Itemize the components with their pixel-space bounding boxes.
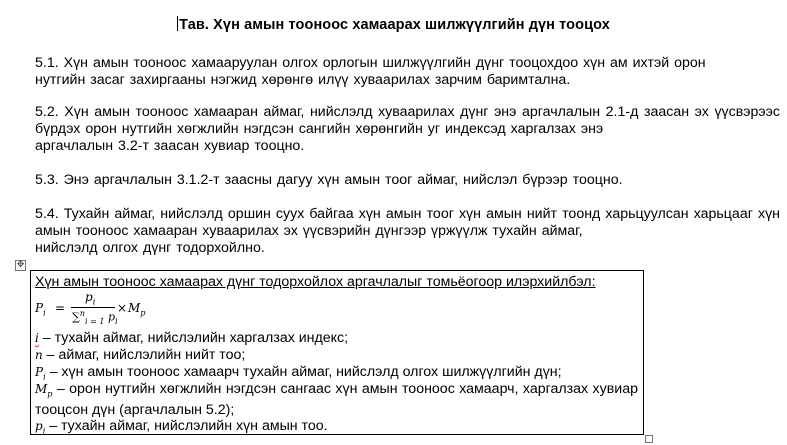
formula-times: × <box>117 301 128 315</box>
paragraph-line: 5.1. Хүн амын тооноос хамааруулан олгох орлогын шилжүүлгийн дүнг тооцохдоо хүн ам ихтэй орон <box>35 55 706 71</box>
definition-i: i – тухайн аймаг, нийслэлийн харгалзах индекс; <box>35 330 349 346</box>
definition-mp: $M_p$ – орон нутгийн хөгжлийн нэгдсэн сангаас хүн амын тооноос хамаарч, харгалзах хувиар тооцсон дүн (аргачлалын 5.2); <box>35 381 638 419</box>
title-text: Тав. Хүн амын тооноос хамаарах шилжүүлгийн дүн тооцох <box>179 17 610 33</box>
formula-heading: Хүн амын тооноос хамаарах дүнг тодорхойлох аргачлалыг томьёогоор илэрхийлбэл: <box>35 274 596 290</box>
paragraph-line: 5.3. Энэ аргачлалын 3.1.2-т заасны дагуу хүн амын тоог аймаг, нийслэл бүрээр тооцно. <box>35 172 623 188</box>
paragraph-line: 5.4. Тухайн аймаг, нийслэлд оршин суух байгаа хүн амын тоог хүн амын нийт тоонд харьцуулсан <box>35 206 689 222</box>
formula-equals: = <box>55 301 66 315</box>
paragraph-line: аргачлалын 3.2-т заасан хувиар тооцно. <box>35 138 305 154</box>
formula-factor: $M_p$ <box>128 301 146 318</box>
paragraph-5-3 <box>35 172 780 189</box>
symbol-p: $p_i$ <box>35 419 46 436</box>
symbol-M: $M_p$ <box>35 382 53 399</box>
definition-p-small: $p_i$ – тухайн аймаг, нийслэлийн хүн амын тоо. <box>35 418 328 436</box>
formula <box>35 290 255 328</box>
fraction-bar <box>71 307 115 308</box>
formula-numerator: $p_i$ <box>85 290 96 307</box>
symbol-P: $P_i$ <box>35 365 46 382</box>
symbol-i: i <box>35 331 39 345</box>
paragraph-line: нутгийн засаг захиргааны нэгжид хөрөнгө илүү хуваарилах зарчим баримтална. <box>35 72 571 88</box>
definition-n: n – аймаг, нийслэлийн нийт тоо; <box>35 347 246 363</box>
paragraph-5-2 <box>35 104 780 155</box>
paragraph-line: үүсвэрээс бүрдэх орон нутгийн хөгжлийн нэгдсэн сангийн хөрөнгийн уг индексэд харгалзах энэ <box>35 104 780 137</box>
formula-denominator: ∑$^n_{i = 1}$ $p_i$ <box>72 309 118 326</box>
paragraph-line: нийслэлд олгох дүнг тодорхойлно. <box>35 240 265 256</box>
definition-pi: $P_i$ – хүн амын тооноос хамаарч тухайн аймаг, нийслэлд олгох шилжүүлгийн дүн; <box>35 364 562 382</box>
paragraph-line: харьцааг хүн амын тооноос хамааран хуваарилах эх үүсвэрийн дүнгээр үржүүлж тухайн аймаг, <box>35 206 780 239</box>
resize-handle[interactable] <box>645 435 653 443</box>
text-cursor <box>177 16 178 31</box>
paragraph-5-4 <box>35 206 780 257</box>
paragraph-5-1 <box>35 55 780 89</box>
paragraph-line: 5.2. Хүн амын тооноос хамааран аймаг, нийслэлд хуваарилах дүнг энэ аргачлалын 2.1-д заасан эх <box>35 104 709 120</box>
symbol-n: n <box>35 348 43 362</box>
formula-lhs: $P_i$ <box>35 301 46 318</box>
move-icon[interactable]: ✥ <box>16 260 25 270</box>
page-title <box>0 16 787 33</box>
